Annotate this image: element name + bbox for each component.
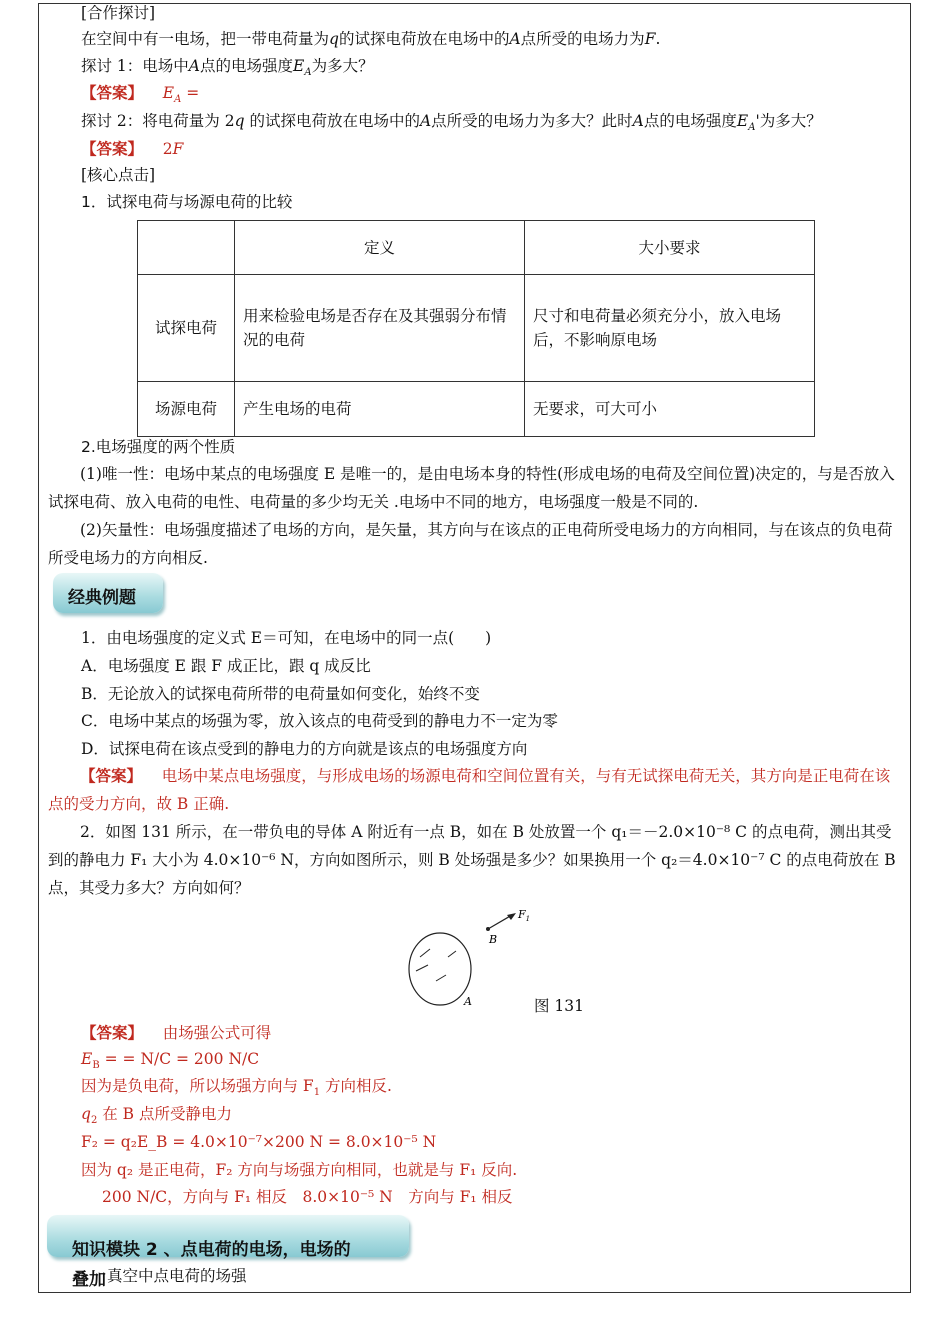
conductor-a-shape bbox=[409, 933, 471, 1005]
table-cell: 场源电荷 bbox=[138, 382, 235, 437]
table-header-cell: 定义 bbox=[235, 221, 525, 275]
table-cell: 用来检验电场是否存在及其强弱分布情况的电荷 bbox=[235, 275, 525, 382]
module2-banner bbox=[47, 1215, 409, 1260]
answer-line-3: $q_2$ 在 B 点所受静电力 bbox=[81, 1105, 232, 1127]
answer-line-4: F₂ = q₂E_B = 4.0×10⁻⁷×200 N = 8.0×10⁻⁵ N bbox=[81, 1133, 437, 1151]
table-cell: 产生电场的电荷 bbox=[235, 382, 525, 437]
banner-title-tail: 叠加 bbox=[72, 1270, 106, 1290]
item2-title: 2.电场强度的两个性质 bbox=[81, 438, 236, 456]
intro-line: 在空间中有一电场，把一带电荷量为q的试探电荷放在电场中的A点所受的电场力为F. bbox=[81, 30, 661, 48]
label-f1: $F_1$ bbox=[518, 908, 531, 923]
minus-mark bbox=[416, 965, 428, 971]
label-a: A bbox=[464, 995, 472, 1008]
table-cell: 试探电荷 bbox=[138, 275, 235, 382]
option-a: A．电场强度 E 跟 F 成正比，跟 q 成反比 bbox=[81, 657, 371, 675]
answer-line-2: 因为是负电荷，所以场强方向与 $F_1$ 方向相反. bbox=[81, 1077, 392, 1099]
arrow-head-icon bbox=[507, 913, 516, 920]
property-vector: (2)矢量性：电场强度描述了电场的方向，是矢量，其方向与在该点的正电荷所受电场力的方向相同，与在该点的负电荷所受电场力的方向相反. bbox=[48, 521, 893, 567]
comparison-table bbox=[137, 220, 815, 437]
force-arrow bbox=[488, 915, 512, 929]
label-b: B bbox=[489, 933, 498, 946]
minus-mark bbox=[448, 951, 456, 957]
answer-1: 【答案】 $E_A$ = bbox=[81, 84, 200, 106]
table-cell: 无要求，可大可小 bbox=[525, 382, 815, 437]
table-row bbox=[138, 382, 815, 437]
example1-stem: 1．由电场强度的定义式 E＝可知，在电场中的同一点( ) bbox=[81, 629, 492, 647]
example2-answer-intro: 【答案】 由场强公式可得 bbox=[81, 1024, 272, 1042]
table-header-row bbox=[138, 221, 815, 275]
question-1: 探讨 1：电场中A点的电场强度$E_A$为多大？ bbox=[81, 57, 374, 79]
answer-line-1: $E_B$ = = N/C = 200 N/C bbox=[81, 1050, 260, 1072]
minus-mark bbox=[420, 949, 430, 957]
figure-caption: 图 131 bbox=[534, 997, 585, 1015]
cooperate-heading: [合作探讨] bbox=[81, 4, 156, 22]
answer-line-5: 因为 q₂ 是正电荷，F₂ 方向与场强方向相同，也就是与 F₁ 反向. bbox=[81, 1161, 518, 1179]
option-d: D．试探电荷在该点受到的静电力的方向就是该点的电场强度方向 bbox=[81, 740, 528, 758]
figure-131 bbox=[400, 905, 550, 1015]
minus-mark bbox=[436, 975, 446, 981]
section-subtitle: 真空中点电荷的场强 bbox=[107, 1267, 247, 1285]
table-header-cell: 大小要求 bbox=[525, 221, 815, 275]
answer-2: 【答案】 2F bbox=[81, 140, 184, 158]
example2-stem: 2．如图 131 所示，在一带负电的导体 A 附近有一点 B，如在 B 处放置一个 q₁＝－2.0×10⁻⁸ C 的点电荷，测出其受到的静电力 F₁ 大小为 4.0×10⁻⁶ N，方向如图所示，则 B 处场强是多少？如果换用一个 q₂＝4.0×10⁻⁷ C 的点电荷放在 B 点，其受力多大？方向如何？ bbox=[48, 823, 896, 897]
table-row bbox=[138, 275, 815, 382]
table-header-cell bbox=[138, 221, 235, 275]
option-b: B．无论放入的试探电荷所带的电荷量如何变化，始终不变 bbox=[81, 685, 480, 703]
final-answer: 200 N/C，方向与 F₁ 相反 8.0×10⁻⁵ N 方向与 F₁ 相反 bbox=[102, 1188, 513, 1206]
core-heading: [核心点击] bbox=[81, 166, 156, 184]
banner-title: 知识模块 2 、点电荷的电场，电场的 bbox=[72, 1240, 351, 1260]
banner-title: 经典例题 bbox=[68, 588, 136, 608]
property-uniqueness: (1)唯一性：电场中某点的电场强度 E 是唯一的，是由电场本身的特性(形成电场的电荷及空间位置)决定的，与是否放入试探电荷、放入电荷的电性、电荷量的多少均无关 .电场中不同的地方，电场强度一般是不同的. bbox=[48, 465, 895, 511]
item1-title: 1．试探电荷与场源电荷的比较 bbox=[81, 193, 293, 211]
classic-examples-banner bbox=[53, 573, 163, 613]
question-2: 探讨 2：将电荷量为 2q 的试探电荷放在电场中的A点所受的电场力为多大？此时A点的电场强度$E_A'$为多大？ bbox=[81, 112, 822, 134]
table-cell: 尺寸和电荷量必须充分小，放入电场后，不影响原电场 bbox=[525, 275, 815, 382]
option-c: C．电场中某点的场强为零，放入该点的电荷受到的静电力不一定为零 bbox=[81, 712, 558, 730]
example1-answer: 【答案】 电场中某点电场强度，与形成电场的场源电荷和空间位置有关，与有无试探电荷无关，其方向是正电荷在该点的受力方向，故 B 正确. bbox=[48, 767, 891, 813]
